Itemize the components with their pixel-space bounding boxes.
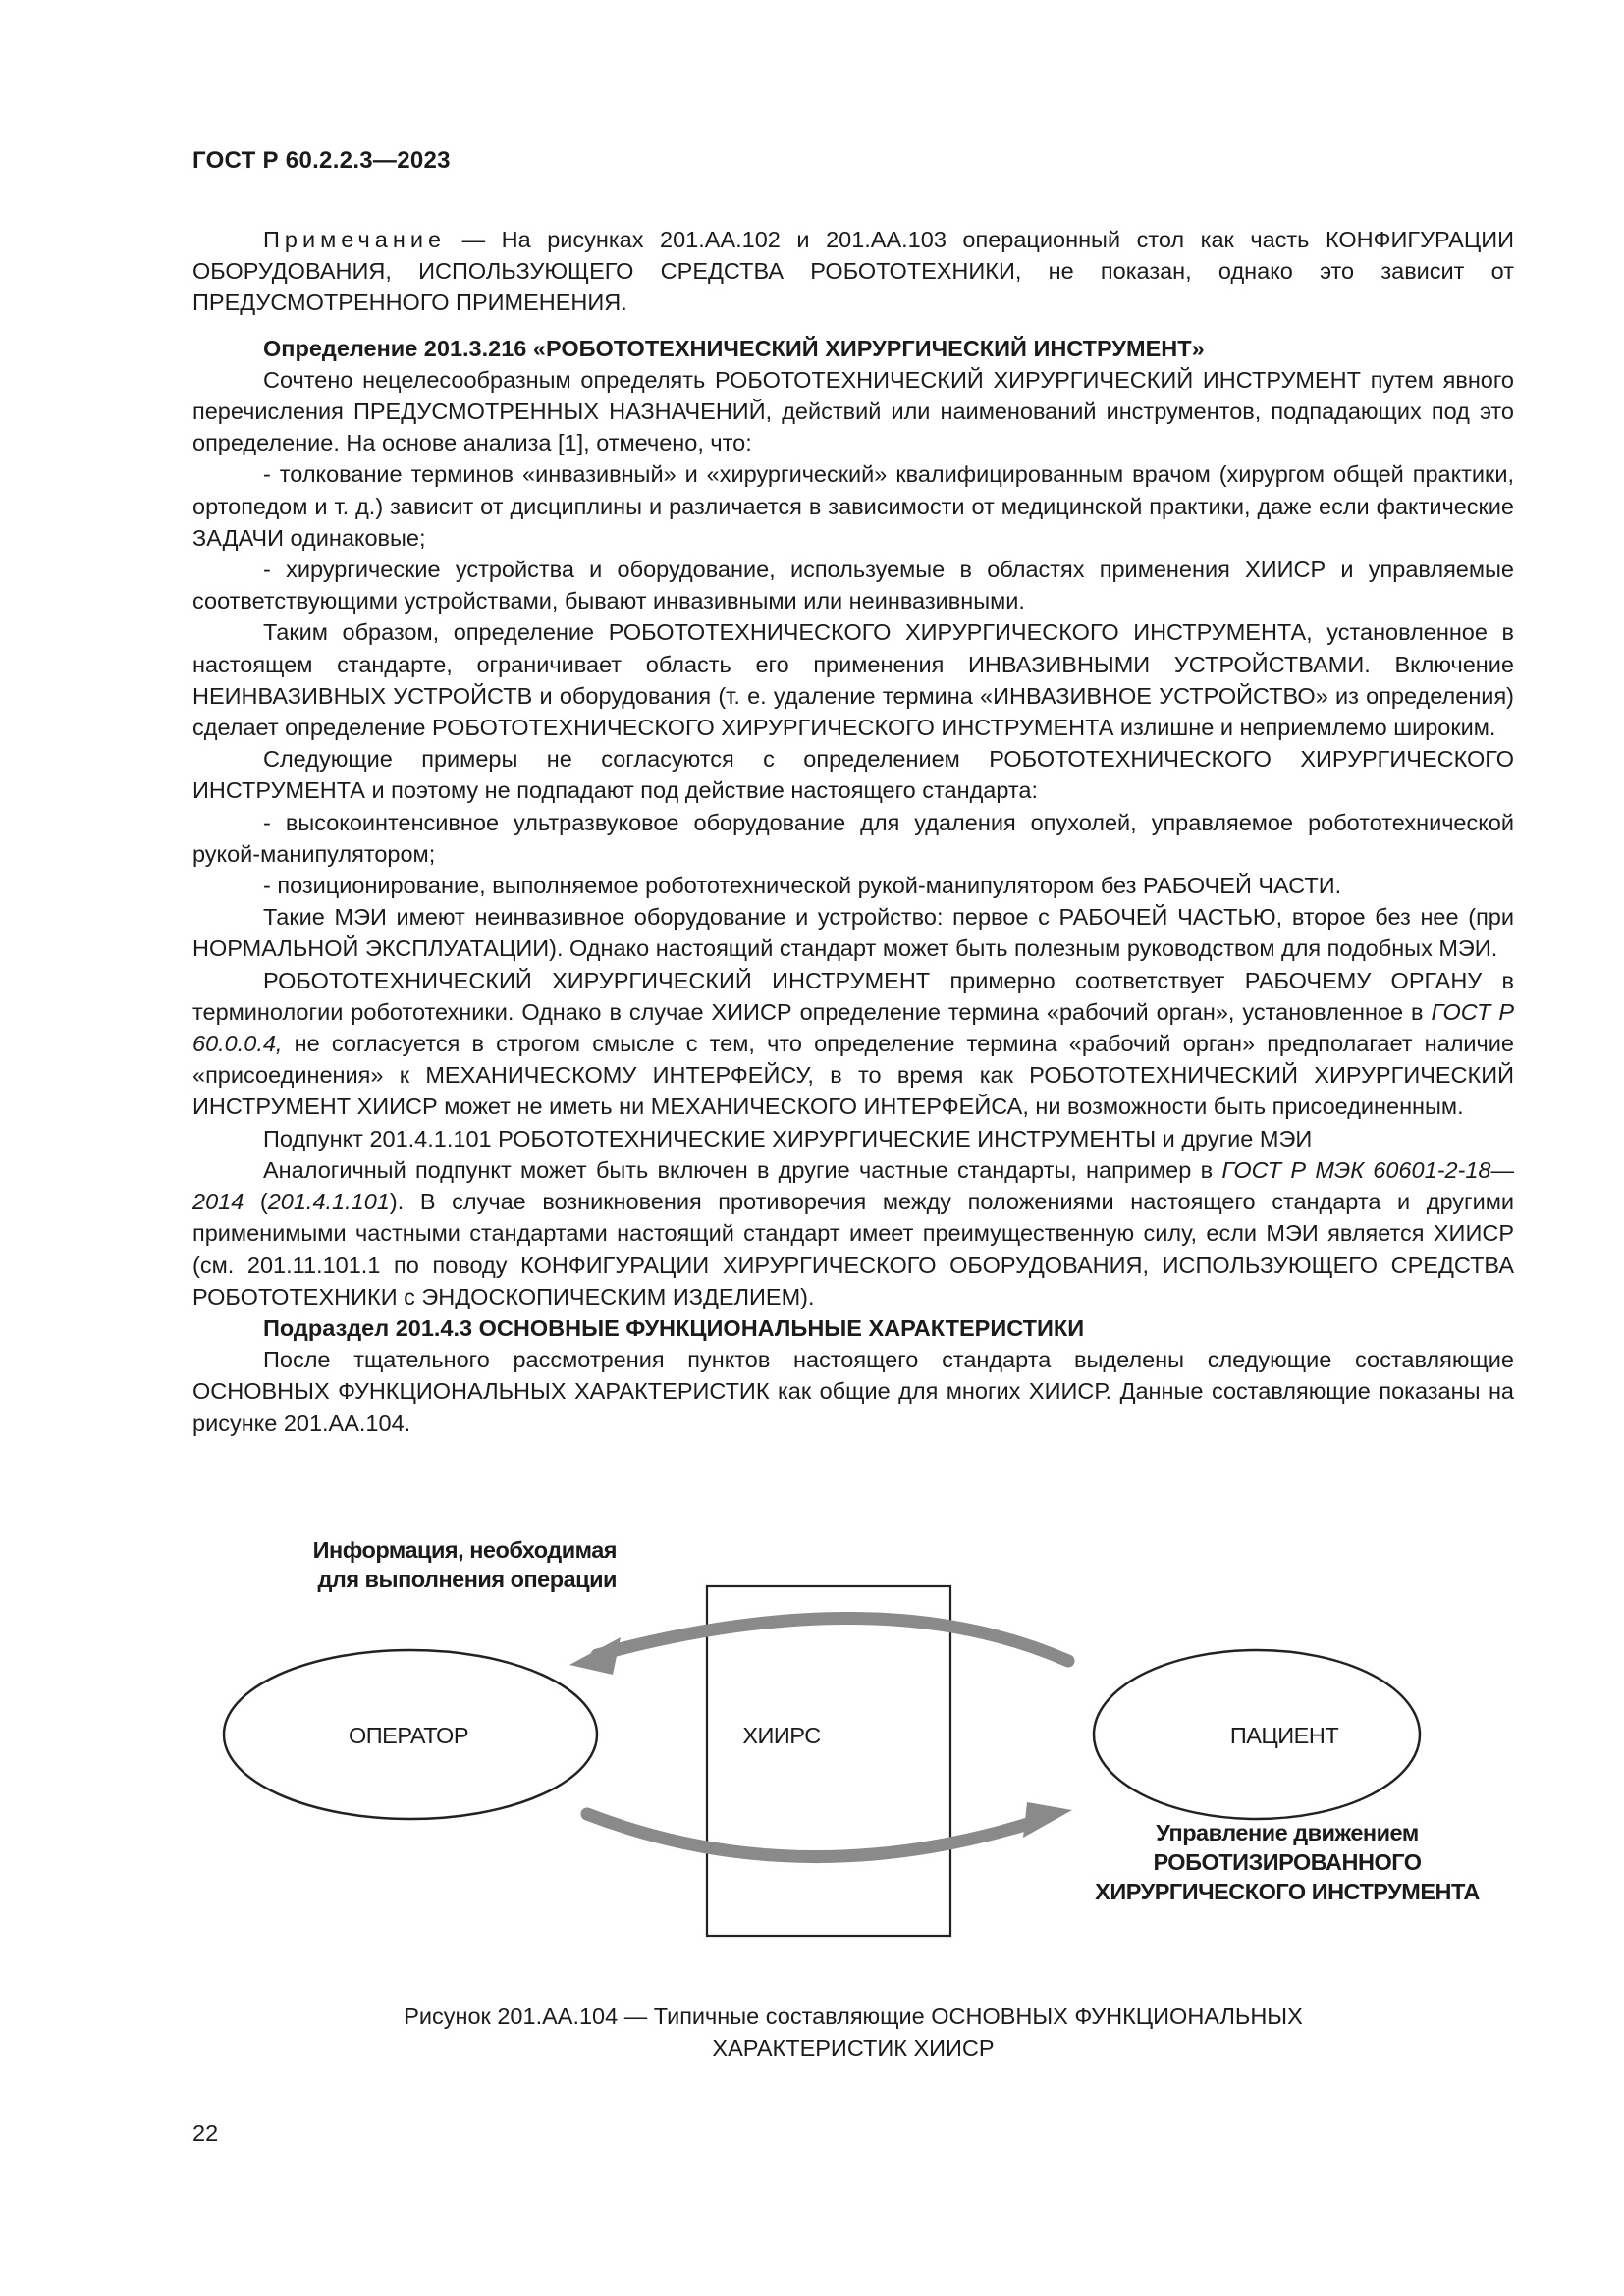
info-arrow-shaft xyxy=(597,1618,1068,1661)
operator-label: ОПЕРАТОР xyxy=(348,1723,469,1748)
control-arrow-shaft xyxy=(587,1814,1041,1857)
patient-label: ПАЦИЕНТ xyxy=(1229,1723,1339,1748)
paragraph-8: Такие МЭИ имеют неинвазивное оборудование и устройство: первое с РАБОЧЕЙ ЧАСТЬЮ, второе без нее (при НОРМАЛЬНОЙ ЭКСПЛУАТАЦИИ). Однако настоящий стандарт может быть полезным руководством для подобных МЭИ. xyxy=(192,904,1514,962)
figure-diagram xyxy=(192,1531,1514,1953)
reference-gost-iec: ГОСТ Р МЭК 60601-2-18—2014 xyxy=(192,1156,1515,1215)
reference-gost-60004: ГОСТ Р 60.0.0.4, xyxy=(192,998,1514,1057)
paragraph-12: После тщательного рассмотрения пунктов настоящего стандарта выделены следующие составляющие ОСНОВНЫХ ФУНКЦИОНАЛЬНЫХ ХАРАКТЕРИСТИК как общие для многих ХИИСР. Данные составляющие показаны на рисунке 201.АА.104. xyxy=(192,1347,1514,1436)
list-item-1: - толкование терминов «инвазивный» и «хирургический» квалифицированным врачом (хирургом общей практики, ортопедом и т. д.) зависит от дисциплины и различается в зависимости от медицинской практики, даже если фактические ЗАДАЧИ одинаковые; xyxy=(192,461,1514,551)
note-text: — На рисунках 201.АА.102 и 201.АА.103 операционный стол как часть КОНФИГУРАЦИИ ОБОРУДОВАНИЯ, ИСПОЛЬЗУЮЩЕГО СРЕДСТВА РОБОТОТЕХНИКИ, не показан, однако это зависит от ПРЕДУСМОТРЕННОГО ПРИМЕНЕНИЯ. xyxy=(192,227,1514,316)
subsection-heading: Подраздел 201.4.3 ОСНОВНЫЕ ФУНКЦИОНАЛЬНЫЕ ХАРАКТЕРИСТИКИ xyxy=(263,1314,1085,1341)
figure-caption xyxy=(192,2001,1514,2063)
note-label: Примечание xyxy=(263,227,447,252)
hiirs-box xyxy=(707,1586,950,1936)
example-1: - высокоинтенсивное ультразвуковое оборудование для удаления опухолей, управляемое робототехнической рукой-манипулятором; xyxy=(192,809,1514,867)
example-2: - позиционирование, выполняемое робототехнической рукой-манипулятором без РАБОЧЕЙ ЧАСТИ. xyxy=(263,873,1342,899)
control-label: Управление движением РОБОТИЗИРОВАННОГО ХИРУРГИЧЕСКОГО ИНСТРУМЕНТА xyxy=(1095,1820,1480,1904)
definition-heading: Определение 201.3.216 «РОБОТОТЕХНИЧЕСКИЙ ХИРУРГИЧЕСКИЙ ИНСТРУМЕНТ» xyxy=(263,335,1205,361)
paragraph-1: Сочтено нецелесообразным определять РОБОТОТЕХНИЧЕСКИЙ ХИРУРГИЧЕСКИЙ ИНСТРУМЕНТ путем явного перечисления ПРЕДУСМОТРЕННЫХ НАЗНАЧЕНИЙ, действий или наименований инструментов, подпадающих под это определение. На основе анализа [1], отмечено, что: xyxy=(192,366,1514,456)
paragraph-5: Следующие примеры не согласуются с определением РОБОТОТЕХНИЧЕСКОГО ХИРУРГИЧЕСКОГО ИНСТРУМЕНТА и поэтому не подпадают под действие настоящего стандарта: xyxy=(192,746,1514,804)
caption-line-1: Рисунок 201.АА.104 — Типичные составляющие ОСНОВНЫХ ФУНКЦИОНАЛЬНЫХ xyxy=(404,2003,1303,2029)
body-text xyxy=(192,224,1514,1439)
paragraph-10: Подпункт 201.4.1.101 РОБОТОТЕХНИЧЕСКИЕ ХИРУРГИЧЕСКИЕ ИНСТРУМЕНТЫ и другие МЭИ xyxy=(263,1125,1313,1151)
caption-line-2: ХАРАКТЕРИСТИК ХИИСР xyxy=(712,2035,995,2060)
paragraph-9: РОБОТОТЕХНИЧЕСКИЙ ХИРУРГИЧЕСКИЙ ИНСТРУМЕНТ примерно соответствует РАБОЧЕМУ ОРГАНУ в терминологии робототехники. Однако в случае ХИИСР определение термина «рабочий орган», установленное в ГОСТ Р 60.0.0.4, не согласуется в строгом смысле с тем, что определение термина «рабочий орган» предполагает наличие «присоединения» к МЕХАНИЧЕСКОМУ ИНТЕРФЕЙСУ, в то время как РОБОТОТЕХНИЧЕСКИЙ ХИРУРГИЧЕСКИЙ ИНСТРУМЕНТ ХИИСР может не иметь ни МЕХАНИЧЕСКОГО ИНТЕРФЕЙСА, ни возможности быть присоединенным. xyxy=(192,967,1514,1120)
paragraph-4: Таким образом, определение РОБОТОТЕХНИЧЕСКОГО ХИРУРГИЧЕСКОГО ИНСТРУМЕНТА, установленное в настоящем стандарте, ограничивает область его применения ИНВАЗИВНЫМИ УСТРОЙСТВАМИ. Включение НЕИНВАЗИВНЫХ УСТРОЙСТВ и оборудования (т. е. удаление термина «ИНВАЗИВНОЕ УСТРОЙСТВО» из определения) сделает определение РОБОТОТЕХНИЧЕСКОГО ХИРУРГИЧЕСКОГО ИНСТРУМЕНТА излишне и неприемлемо широким. xyxy=(192,619,1514,741)
note-paragraph xyxy=(192,224,1514,319)
page-number: 22 xyxy=(192,2120,219,2146)
info-arrow-head xyxy=(569,1637,621,1675)
document-id: ГОСТ Р 60.2.2.3—2023 xyxy=(192,147,451,174)
paragraph-11: Аналогичный подпункт может быть включен в другие частные стандарты, например в ГОСТ Р МЭК 60601-2-18—2014 (201.4.1.101). В случае возникновения противоречия между положениями настоящего стандарта и другими применимыми частными стандартами настоящий стандарт имеет преимущественную силу, если МЭИ является ХИИСР (см. 201.11.101.1 по поводу КОНФИГУРАЦИИ ХИРУРГИЧЕСКОГО ОБОРУДОВАНИЯ, ИСПОЛЬЗУЮЩЕГО СРЕДСТВА РОБОТОТЕХНИКИ с ЭНДОСКОПИЧЕСКИМ ИЗДЕЛИЕМ). xyxy=(192,1156,1515,1309)
hiirs-label: ХИИРС xyxy=(742,1723,821,1748)
info-label: Информация, необходимая для выполнения операции xyxy=(312,1537,617,1592)
list-item-2: - хирургические устройства и оборудование, используемые в областях применения ХИИСР и управляемые соответствующими устройствами, бывают инвазивными или неинвазивными. xyxy=(192,557,1514,614)
reference-subclause: 201.4.1.101 xyxy=(267,1189,390,1215)
